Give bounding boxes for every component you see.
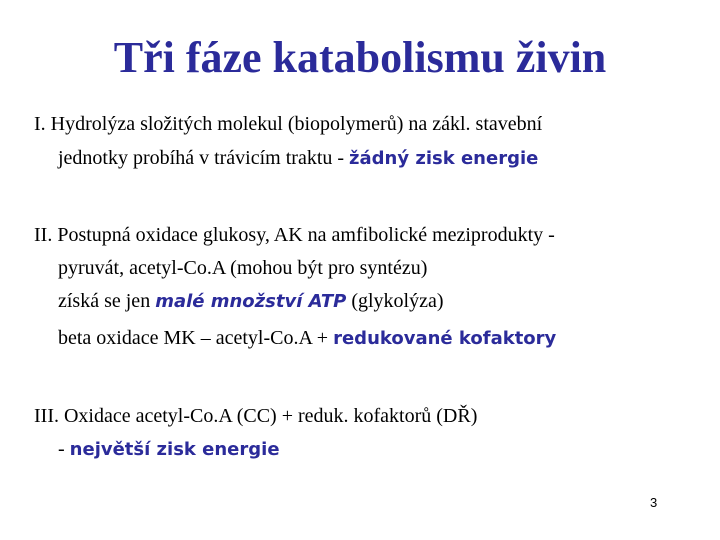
section2-highlight-cofactors: redukované kofaktory — [333, 328, 557, 349]
section1-line2-text: jednotky probíhá v trávicím traktu - — [58, 147, 350, 169]
slide-title: Tři fáze katabolismu živin — [113, 33, 607, 82]
section3-line2-text: - — [58, 438, 70, 460]
section1-line1: I. Hydrolýza složitých molekul (biopolymerů) na zákl. stavební — [34, 113, 543, 135]
section2-highlight-atp: malé množství ATP — [155, 291, 347, 312]
section1-line2 — [58, 145, 538, 172]
section2-line2: pyruvát, acetyl-Co.A (mohou být pro syntézu) — [58, 257, 428, 279]
section3-line1: III. Oxidace acetyl-Co.A (CC) + reduk. kofaktorů (DŘ) — [34, 405, 478, 427]
section3-line2 — [58, 436, 280, 463]
section2-line4-text: beta oxidace MK – acetyl-Co.A + — [58, 327, 334, 349]
section2-line4 — [58, 325, 556, 352]
section2-line3 — [58, 288, 444, 315]
section2-line1: II. Postupná oxidace glukosy, AK na amfibolické meziprodukty - — [34, 224, 555, 246]
page-number: 3 — [650, 495, 658, 510]
section3-highlight: největší zisk energie — [69, 439, 280, 460]
section1-highlight: žádný zisk energie — [349, 148, 539, 169]
section2-line3-text: získá se jen — [58, 290, 156, 312]
section2-line3-suffix: (glykolýza) — [346, 290, 444, 312]
